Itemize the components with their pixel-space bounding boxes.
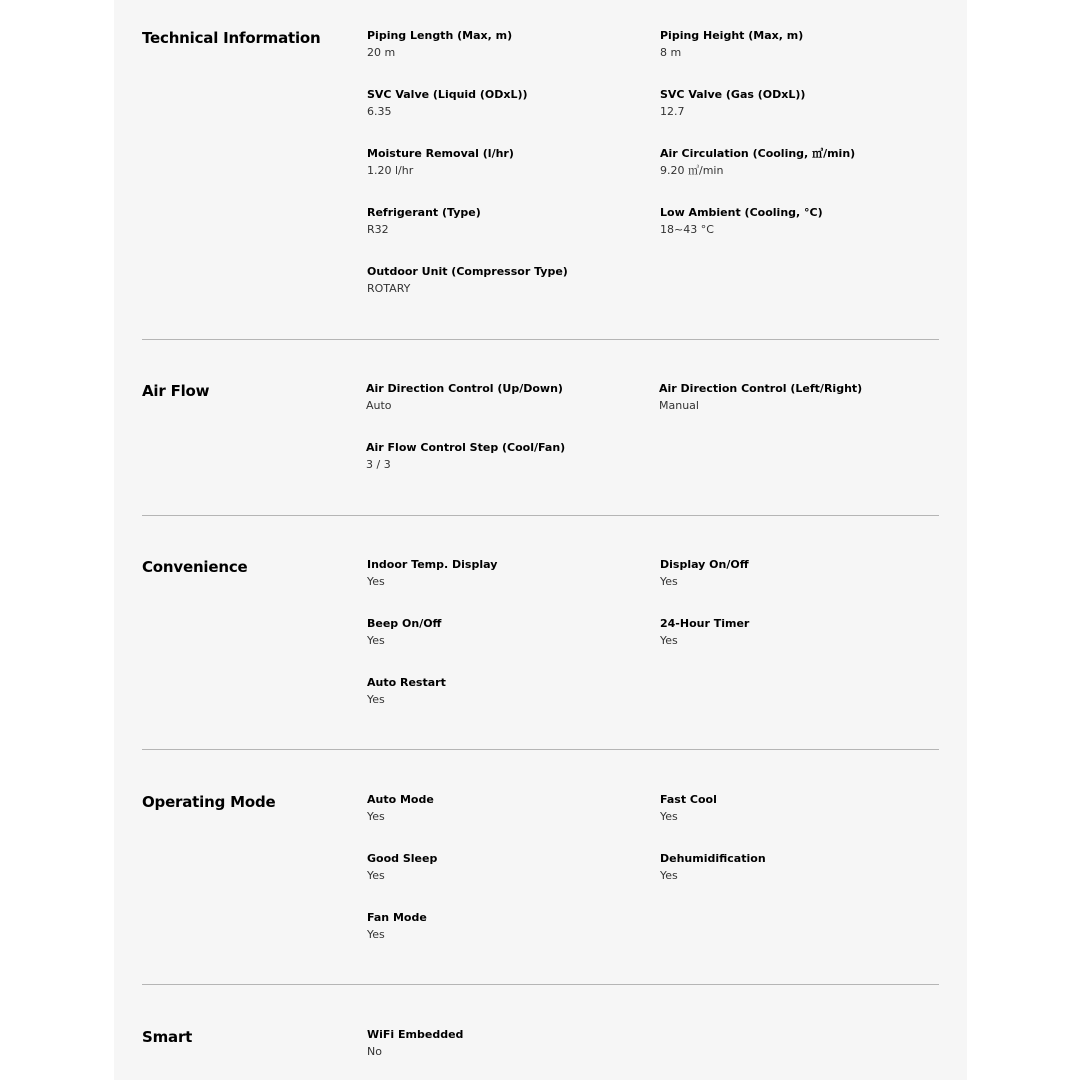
- spec-label: Auto Restart: [367, 676, 446, 689]
- spec-value: Yes: [367, 928, 385, 941]
- spec-panel: [114, 0, 967, 1080]
- section-title: Convenience: [142, 558, 248, 576]
- spec-label: Air Direction Control (Up/Down): [366, 382, 563, 395]
- spec-label: Piping Length (Max, m): [367, 29, 513, 42]
- section-divider: [142, 339, 939, 340]
- spec-label: Refrigerant (Type): [367, 206, 481, 219]
- spec-fan-mode: [367, 911, 427, 942]
- spec-label: Air Direction Control (Left/Right): [659, 382, 863, 395]
- spec-value: Yes: [367, 693, 385, 706]
- spec-low-ambient: [660, 206, 823, 237]
- spec-auto-mode: [367, 793, 434, 824]
- spec-svc-valve-liquid: [367, 88, 528, 119]
- spec-dehumidification: [660, 852, 766, 883]
- spec-value: 1.20 l/hr: [367, 164, 414, 177]
- spec-piping-length: [367, 29, 512, 60]
- section-divider: [142, 984, 939, 985]
- spec-label: Display On/Off: [660, 558, 749, 571]
- spec-value: 20 m: [367, 46, 396, 59]
- spec-value: 18~43 °C: [660, 223, 714, 236]
- spec-refrigerant: [367, 206, 481, 237]
- spec-value: 9.20 ㎥/min: [660, 164, 724, 177]
- spec-piping-height: [660, 29, 803, 60]
- spec-good-sleep: [367, 852, 437, 883]
- spec-label: SVC Valve (Liquid (ODxL)): [367, 88, 528, 101]
- spec-outdoor-unit: [367, 265, 568, 296]
- spec-label: Moisture Removal (l/hr): [367, 147, 514, 160]
- spec-air-circulation: [660, 147, 855, 178]
- spec-value: 3 / 3: [366, 458, 391, 471]
- spec-label: SVC Valve (Gas (ODxL)): [660, 88, 806, 101]
- section-title: Air Flow: [142, 382, 210, 400]
- spec-value: Yes: [660, 575, 678, 588]
- spec-value: No: [367, 1045, 382, 1058]
- spec-air-direction-left-right: [659, 382, 862, 413]
- spec-label: Piping Height (Max, m): [660, 29, 804, 42]
- spec-label: Good Sleep: [367, 852, 438, 865]
- spec-label: Auto Mode: [367, 793, 434, 806]
- spec-label: Low Ambient (Cooling, °C): [660, 206, 823, 219]
- section-divider: [142, 515, 939, 516]
- spec-beep-on-off: [367, 617, 441, 648]
- spec-value: 6.35: [367, 105, 392, 118]
- spec-svc-valve-gas: [660, 88, 805, 119]
- section-divider: [142, 749, 939, 750]
- spec-value: Yes: [660, 810, 678, 823]
- section-title: Smart: [142, 1028, 193, 1046]
- spec-indoor-temp-display: [367, 558, 497, 589]
- spec-value: ROTARY: [367, 282, 411, 295]
- spec-wifi-embedded: [367, 1028, 463, 1059]
- spec-value: 8 m: [660, 46, 682, 59]
- spec-value: R32: [367, 223, 389, 236]
- spec-value: Auto: [366, 399, 392, 412]
- spec-label: Beep On/Off: [367, 617, 442, 630]
- spec-label: 24-Hour Timer: [660, 617, 750, 630]
- spec-label: Fan Mode: [367, 911, 427, 924]
- spec-moisture-removal: [367, 147, 514, 178]
- spec-auto-restart: [367, 676, 446, 707]
- spec-value: Manual: [659, 399, 699, 412]
- spec-display-on-off: [660, 558, 749, 589]
- spec-label: Outdoor Unit (Compressor Type): [367, 265, 568, 278]
- spec-value: Yes: [367, 869, 385, 882]
- spec-fast-cool: [660, 793, 717, 824]
- spec-value: Yes: [367, 810, 385, 823]
- spec-value: Yes: [367, 575, 385, 588]
- spec-air-flow-control-step: [366, 441, 565, 472]
- section-title: Technical Information: [142, 29, 321, 47]
- spec-value: 12.7: [660, 105, 685, 118]
- spec-label: Fast Cool: [660, 793, 717, 806]
- spec-air-direction-up-down: [366, 382, 563, 413]
- spec-value: Yes: [660, 634, 678, 647]
- spec-value: Yes: [660, 869, 678, 882]
- spec-label: Indoor Temp. Display: [367, 558, 498, 571]
- spec-value: Yes: [367, 634, 385, 647]
- spec-label: Air Flow Control Step (Cool/Fan): [366, 441, 566, 454]
- spec-label: WiFi Embedded: [367, 1028, 464, 1041]
- spec-label: Air Circulation (Cooling, ㎥/min): [660, 147, 856, 160]
- spec-24-hour-timer: [660, 617, 749, 648]
- section-title: Operating Mode: [142, 793, 276, 811]
- spec-label: Dehumidification: [660, 852, 766, 865]
